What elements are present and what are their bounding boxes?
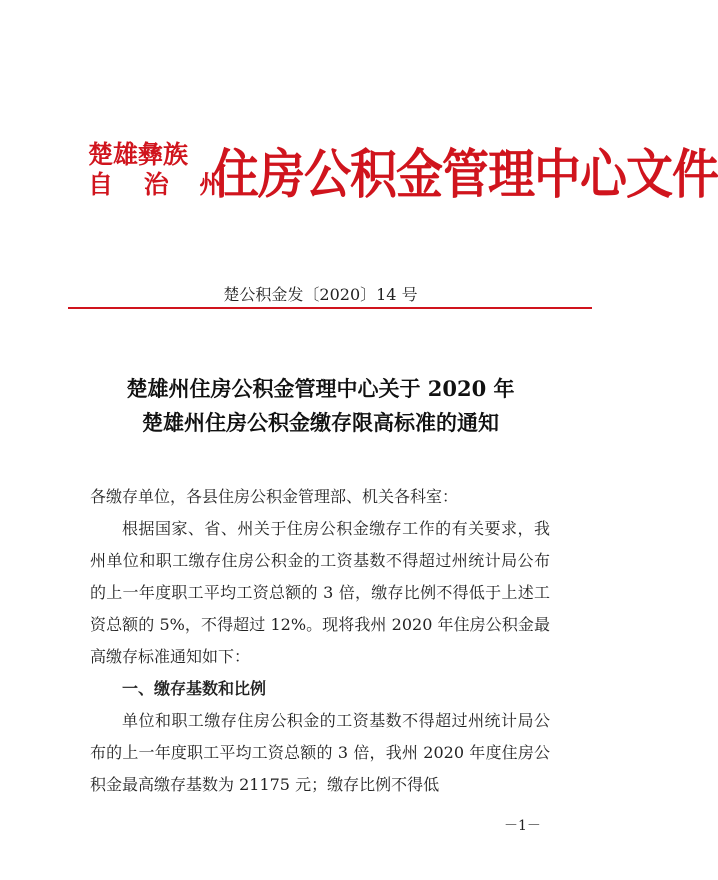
notice-title bbox=[0, 372, 641, 440]
org-name-line-2: 自 治 州 bbox=[88, 170, 236, 199]
body-paragraph: 单位和职工缴存住房公积金的工资基数不得超过州统计局公布的上一年度职工平均工资总额的 3 倍，我州 2020 年度住房公积金最高缴存基数为 21175 元；缴存比例不得低 bbox=[90, 711, 550, 794]
notice-title-line-1: 楚雄州住房公积金管理中心关于 2020 年 bbox=[126, 376, 515, 401]
document-type-heading: 住房公积金管理中心文件 bbox=[212, 144, 718, 206]
issuing-authority bbox=[88, 140, 236, 200]
document-number: 楚公积金发〔2020〕14 号 bbox=[223, 285, 418, 304]
letterhead bbox=[88, 140, 718, 220]
body-paragraph: 根据国家、省、州关于住房公积金缴存工作的有关要求，我州单位和职工缴存住房公积金的工资基数不得超过州统计局公布的上一年度职工平均工资总额的 3 倍，缴存比例不得低于上述工资总额的 5%，不得超过 12%。现将我州 2020 年住房公积金最高缴存标准通知如下： bbox=[90, 519, 550, 666]
red-divider-line bbox=[68, 307, 592, 309]
page-number: －1－ bbox=[504, 818, 541, 834]
notice-title-line-2: 楚雄州住房公积金缴存限高标准的通知 bbox=[142, 410, 499, 435]
section-heading: 一、缴存基数和比例 bbox=[122, 679, 267, 698]
salutation: 各缴存单位，各县住房公积金管理部、机关各科室： bbox=[90, 487, 459, 506]
org-name-line-1: 楚雄彝族 bbox=[88, 140, 189, 169]
notice-body bbox=[90, 481, 550, 801]
